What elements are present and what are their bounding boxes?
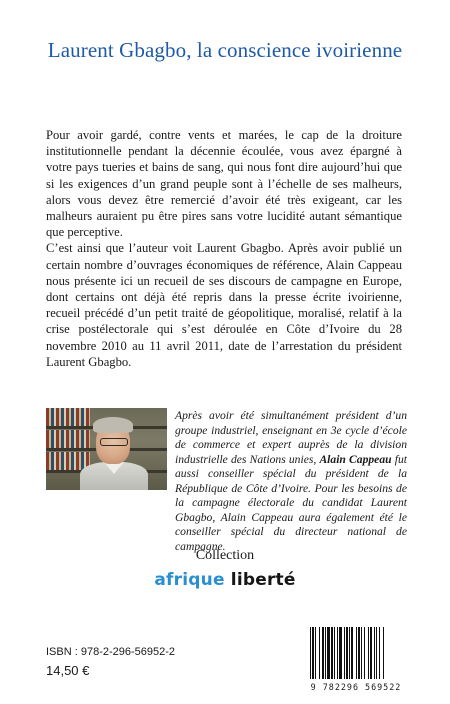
- barcode-bar: [370, 627, 372, 679]
- barcode-bar: [327, 627, 330, 679]
- barcode-bar: [310, 627, 311, 679]
- barcode-bar: [312, 627, 314, 679]
- author-hair: [93, 417, 133, 433]
- bio-text-end: fut aussi conseiller spécial du président de la République de Côte d’Ivoire. Pour les besoins de la campagne électorale du candidat Laurent Gbagbo, Alain Cappeau aura également été le conseiller spécial du directeur national de campagne.: [175, 452, 407, 553]
- barcode-bar: [346, 627, 348, 679]
- barcode-bar: [334, 627, 335, 679]
- author-glasses: [100, 438, 128, 446]
- barcode-bar: [322, 627, 324, 679]
- paragraph-2: C’est ainsi que l’auteur voit Laurent Gbagbo. Après avoir publié un certain nombre d’ouvrages économiques de référence, Alain Cappeau nous présente ici un recueil de ses discours de campagne en Europe, dont certains ont déjà été repris dans la presse écrite ivoirienne, recueil précédé d’un petit traité de géopolitique, moralisé, relatif à la crise postélectorale qui s’est déroulée en Côte d’Ivoire du 28 novembre 2010 au 11 avril 2011, date de l’arrestation du président Laurent Gbagbo.: [46, 241, 402, 369]
- barcode-bar: [379, 627, 380, 679]
- author-photo: [46, 408, 167, 490]
- barcode-bar: [351, 627, 353, 679]
- isbn-text: ISBN : 978-2-296-56952-2: [46, 646, 176, 658]
- barcode-bar: [319, 627, 320, 679]
- barcode-bar: [358, 627, 360, 679]
- logo-word-afrique: afrique: [154, 570, 225, 590]
- collection-label: Collection: [195, 548, 255, 563]
- barcode-bar: [344, 627, 345, 679]
- author-name: Alain Cappeau: [319, 452, 392, 466]
- barcode-bar: [374, 627, 375, 679]
- barcode-bar: [337, 627, 338, 679]
- barcode-digits: 9 782296 569522: [310, 682, 402, 692]
- bookshelf-books: [46, 430, 90, 448]
- back-cover-text: [46, 127, 402, 370]
- logo-word-liberte: liberté: [230, 570, 296, 590]
- barcode-bar: [356, 627, 357, 679]
- barcode-bar: [361, 627, 362, 679]
- paragraph-1: Pour avoir gardé, contre vents et marées, le cap de la droiture institutionnelle pendant la décennie écoulée, vous avez épargné à votre pays tueries et bains de sang, qui nous font dire aujourd’hui que si les exigences d’un grand peuple sont à l’échelle de ses malheurs, alors vous devez être remercié d’avoir été très exigeant, car les malheurs auraient pu être pires sans votre lucidité autant sémantique que perceptive.: [46, 128, 402, 240]
- barcode-bar: [383, 627, 384, 679]
- barcode: [310, 627, 408, 679]
- price-text: 14,50 €: [46, 663, 90, 678]
- bookshelf-books: [46, 408, 90, 426]
- barcode-bar: [331, 627, 333, 679]
- barcode-bar: [376, 627, 377, 679]
- book-title: Laurent Gbagbo, la conscience ivoirienne: [47, 38, 403, 62]
- collection-logo: [0, 570, 450, 590]
- barcode-bar: [325, 627, 326, 679]
- author-bio: [175, 409, 407, 554]
- barcode-bar: [315, 627, 316, 679]
- barcode-bar: [339, 627, 342, 679]
- barcode-bar: [364, 627, 365, 679]
- bio-text-start: Après avoir été simultanément président d’un groupe industriel, enseignant en 3e cycle d’école de commerce et expert auprès de la division industrielle des Nations unies,: [175, 409, 407, 466]
- barcode-bar: [349, 627, 350, 679]
- barcode-bar: [368, 627, 369, 679]
